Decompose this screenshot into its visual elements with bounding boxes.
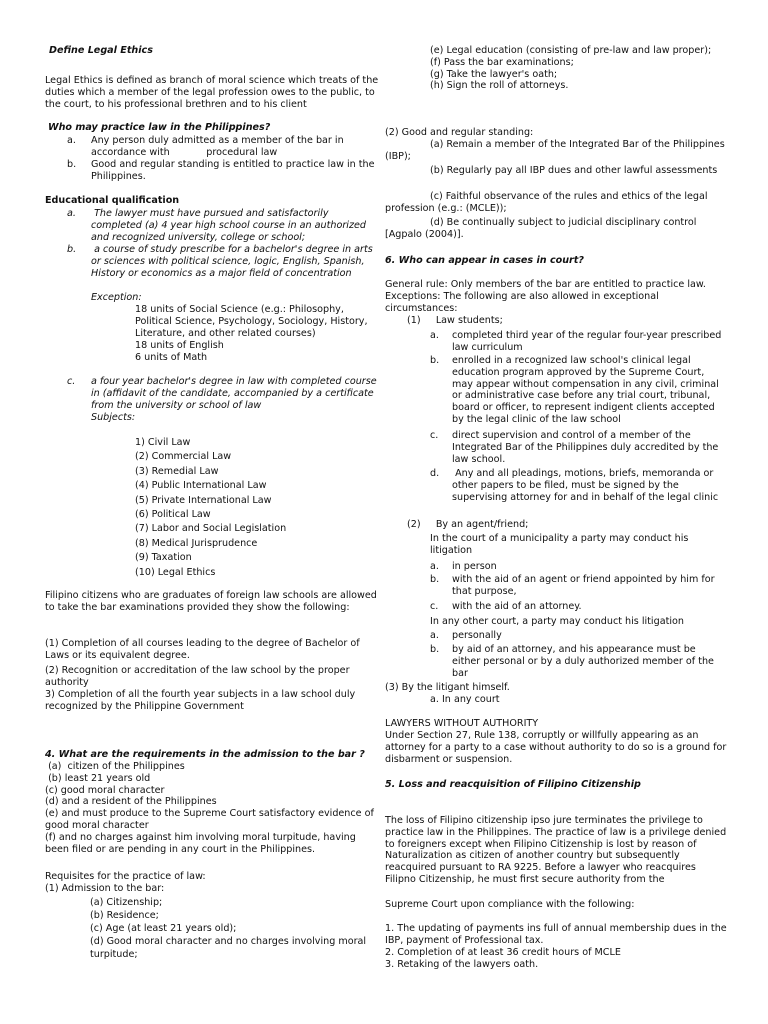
subject-item: (2) Commercial Law: [135, 451, 232, 463]
exception-line: 6 units of Math: [135, 352, 208, 363]
students-item: [430, 468, 723, 503]
list-marker: a.: [67, 208, 76, 219]
requirements-heading: 4. What are the requirements in the admission to the bar ?: [45, 749, 365, 760]
other-court-text: In any other court, a party may conduct his litigation: [430, 616, 684, 627]
foreign-paragraph: Filipino citizens who are graduates of foreign law schools are allowed to take the bar examinations provided they show the following:: [45, 590, 377, 613]
requirement-item: (e) and must produce to the Supreme Court satisfactory evidence of good moral character: [45, 808, 374, 831]
subjects-list: [135, 436, 286, 580]
other-court-item: [430, 644, 723, 679]
standing-item: (d) Be continually subject to judicial disciplinary control [Agpalo (2004)].: [385, 217, 697, 240]
subject-item: (9) Taxation: [135, 552, 192, 564]
municipality-item: [430, 561, 723, 573]
admission-item: (h) Sign the roll of attorneys.: [430, 80, 569, 92]
list-text: with the aid of an agent or friend appointed by him for that purpose,: [452, 574, 715, 597]
requirement-item: (b) least 21 years old: [45, 772, 151, 784]
list-text: in person: [452, 561, 497, 572]
exception-line: 18 units of Social Science (e.g.: Philosophy, Political Science, Psychology, Sociology, History, Literature, and other related courses): [135, 304, 368, 339]
list-text: personally: [452, 630, 502, 641]
general-rule: General rule: Only members of the bar are entitled to practice law. Exceptions: The following are also allowed in exceptional circumstances:: [385, 279, 706, 314]
who-item-a: [67, 135, 377, 159]
admission-item: (a) Citizenship;: [90, 897, 163, 908]
subject-item: (10) Legal Ethics: [135, 566, 216, 578]
list-marker: b.: [67, 159, 77, 170]
list-marker: d.: [430, 468, 440, 479]
students-label: (1) Law students;: [407, 315, 503, 326]
municipality-text: In the court of a municipality a party may conduct his litigation: [430, 533, 689, 556]
who-heading: Who may practice law in the Philippines?: [48, 122, 271, 133]
list-marker: b.: [430, 574, 440, 585]
subjects-label: Subjects:: [91, 412, 136, 423]
list-marker: b.: [430, 355, 440, 366]
standing-item: (c) Faithful observance of the rules and ethics of the legal profession (e.g.: (MCLE));: [385, 191, 708, 214]
subject-item: (3) Remedial Law: [135, 465, 219, 477]
students-item: [430, 430, 723, 465]
list-marker: c.: [67, 376, 76, 387]
subject-item: (6) Political Law: [135, 509, 211, 521]
list-text: direct supervision and control of a member of the Integrated Bar of the Philippines duly accredited by the law school.: [452, 430, 719, 465]
standing-item: (b) Regularly pay all IBP dues and other lawful assessments: [430, 165, 718, 176]
list-marker: b.: [430, 644, 440, 655]
exception-label: Exception:: [91, 292, 142, 303]
list-text: a four year bachelor's degree in law with completed course in (affidavit of the candidate, accompanied by a certificate from the university or school of law: [91, 376, 377, 411]
requirement-item: (f) and no charges against him involving moral turpitude, having been filed or are pending in any court in the Philippines.: [45, 831, 356, 855]
citizenship-text-2: Supreme Court upon compliance with the following:: [385, 899, 635, 910]
list-text: Any and all pleadings, motions, briefs, memoranda or other papers to be filed, must be signed by the supervising attorney for and in behalf of the legal clinic: [452, 468, 719, 503]
list-text: completed third year of the regular four-year prescribed law curriculum: [452, 330, 722, 353]
subject-item: (7) Labor and Social Legislation: [135, 523, 287, 535]
admission-item: (b) Residence;: [90, 910, 159, 921]
list-marker: a.: [430, 561, 439, 572]
list-marker: c.: [430, 601, 439, 612]
subject-item: (5) Private International Law: [135, 494, 272, 506]
citizenship-item: 3. Retaking of the lawyers oath.: [385, 959, 539, 970]
list-marker: a.: [430, 330, 439, 341]
admission-item: (c) Age (at least 21 years old);: [90, 923, 237, 934]
define-heading: Define Legal Ethics: [49, 45, 153, 56]
list-marker: c.: [430, 430, 439, 441]
litigant-item: a. In any court: [430, 694, 500, 705]
edu-heading: Educational qualification: [45, 195, 180, 206]
admission-list: [90, 896, 382, 961]
students-item: [430, 355, 723, 426]
municipality-item: [430, 574, 723, 598]
citizenship-text: The loss of Filipino citizenship ipso jure terminates the privilege to practice law in the Philippines. The practice of law is a privilege denied to foreigners except when Filipino Citizenship is lost by reason of Naturalization as citizen of another country but subsequently reacquired pursuant to RA 9225. Before a lawyer who reacquires Filipno Citizenship, he must first secure authority from the: [385, 815, 727, 885]
foreign-item: (1) Completion of all courses leading to the degree of Bachelor of Laws or its equivalent degree.: [45, 638, 360, 661]
admission-item: (e) Legal education (consisting of pre-law and law proper);: [430, 45, 712, 56]
list-text: Any person duly admitted as a member of the bar in accordance with procedural law: [91, 135, 347, 158]
without-authority-text: Under Section 27, Rule 138, corruptly or willfully appearing as an attorney for a party to a case without authority to do so is a ground for disbarment or suspension.: [385, 730, 727, 765]
agent-label: (2) By an agent/friend;: [407, 519, 529, 530]
citizenship-item: 2. Completion of at least 36 credit hours of MCLE: [385, 947, 621, 958]
list-text: a course of study prescribe for a bachelor's degree in arts or sciences with political science, logic, English, Spanish, History or economics as a major field of concentration: [91, 244, 376, 279]
standing-label: (2) Good and regular standing:: [385, 127, 534, 138]
list-text: by aid of an attorney, and his appearance must be either personal or by a duly authorized member of the bar: [452, 644, 714, 679]
without-authority-heading: LAWYERS WITHOUT AUTHORITY: [385, 718, 539, 729]
municipality-item: [430, 601, 723, 613]
litigant-label: (3) By the litigant himself.: [385, 682, 510, 693]
standing-item: (a) Remain a member of the Integrated Bar of the Philippines (IBP);: [385, 139, 725, 162]
requisites-intro: Requisites for the practice of law:: [45, 871, 206, 882]
list-marker: b.: [67, 244, 77, 255]
list-text: The lawyer must have pursued and satisfactorily completed (a) 4 year high school course in an authorized and recognized university, college or school;: [91, 208, 370, 243]
foreign-item: 3) Completion of all the fourth year subjects in a law school duly recognized by the Philippine Government: [45, 689, 356, 712]
list-marker: a.: [430, 630, 439, 641]
edu-item-c: [67, 376, 379, 411]
citizenship-item: 1. The updating of payments ins full of annual membership dues in the IBP, payment of Professional tax.: [385, 923, 727, 946]
other-court-item: [430, 630, 723, 642]
admission-label: (1) Admission to the bar:: [45, 883, 165, 894]
list-text: with the aid of an attorney.: [452, 601, 582, 612]
admission-item: (g) Take the lawyer's oath;: [430, 68, 558, 80]
list-text: enrolled in a recognized law school's clinical legal education program approved by the Supreme Court, may appear without compensation in any civil, criminal or administrative case before any trial court, tribunal, board or officer, to represent indigent clients accepted by the legal clinic of the law school: [452, 355, 719, 425]
subject-item: (8) Medical Jurisprudence: [135, 537, 258, 549]
who-item-b: [67, 159, 377, 183]
requirement-item: (d) and a resident of the Philippines: [45, 796, 217, 808]
define-paragraph: Legal Ethics is defined as branch of moral science which treats of the duties which a member of the legal profession owes to the public, to the court, to his professional brethren and to his client: [45, 75, 379, 110]
edu-item-b: [67, 244, 379, 279]
subject-item: 1) Civil Law: [135, 437, 191, 448]
exception-line: 18 units of English: [135, 340, 224, 351]
edu-item-a: [67, 208, 379, 243]
foreign-item: (2) Recognition or accreditation of the law school by the proper authority: [45, 665, 350, 688]
list-marker: a.: [67, 135, 76, 146]
citizenship-heading: 5. Loss and reacquisition of Filipino Citizenship: [385, 779, 641, 790]
requirements-list: [45, 761, 382, 855]
admission-item: (d) Good moral character and no charges involving moral turpitude;: [90, 936, 367, 960]
appear-heading: 6. Who can appear in cases in court?: [385, 255, 584, 266]
requirement-item: (a) citizen of the Philippines: [45, 761, 185, 772]
students-item: [430, 330, 723, 354]
requirement-item: (c) good moral character: [45, 784, 165, 796]
subject-item: (4) Public International Law: [135, 480, 267, 492]
list-text: Good and regular standing is entitled to practice law in the Philippines.: [91, 159, 375, 182]
admission-continued: [430, 45, 728, 92]
admission-item: (f) Pass the bar examinations;: [430, 56, 574, 68]
